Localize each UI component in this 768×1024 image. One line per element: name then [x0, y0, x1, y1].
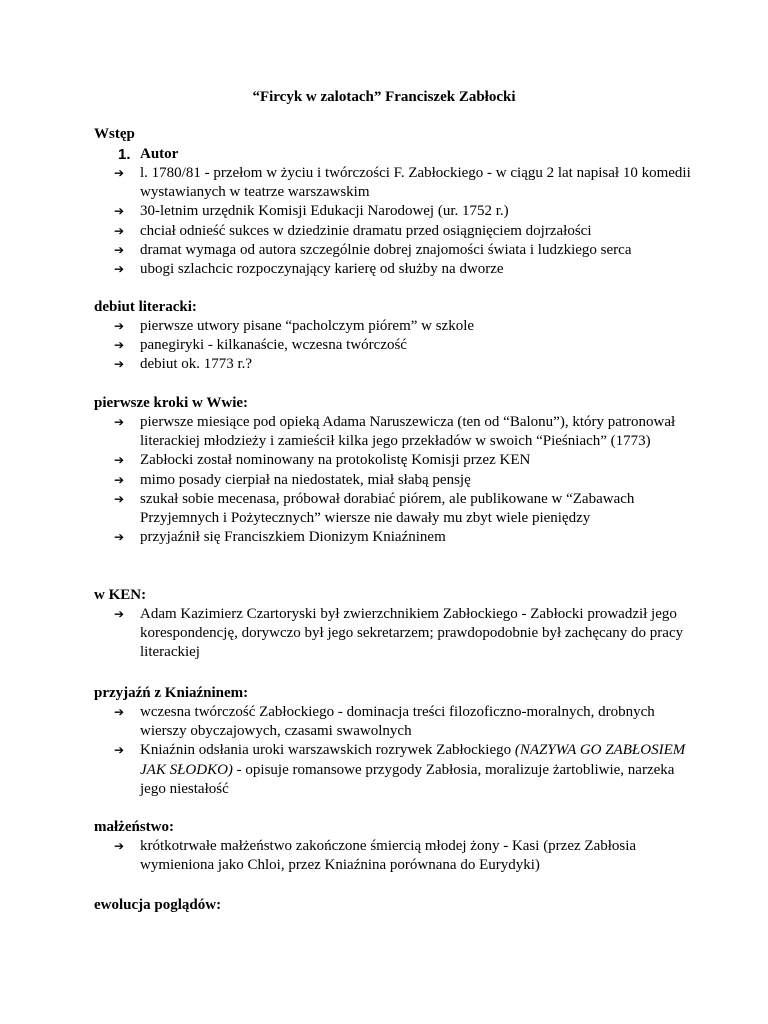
arrow-bullet-icon: ➔ [114, 262, 125, 277]
arrow-bullet-icon: ➔ [114, 705, 125, 719]
list-item: ➔ Adam Kazimierz Czartoryski był zwierzchnikiem Zabłockiego - Zabłocki prowadził jego korespondencję, dorywczo był jego sekretarzem; prawdopodobnie był zachęcany do pracy literackiej [114, 606, 684, 661]
bullet-list-ken [94, 605, 694, 663]
list-item: ➔ szukał sobie mecenasa, próbował dorabiać piórem, ale publikowane w “Zabawach Przyjemnych i Pożytecznych” wiersze nie dawały mu zbyt wiele pieniędzy [114, 490, 635, 527]
list-item: ➔ pierwsze miesiące pod opieką Adama Naruszewicza (ten od “Balonu”), który patronował literackiej młodzieży i zamieścił kilka jego przekładów w swoich “Pieśniach” (1773) [114, 414, 676, 450]
arrow-bullet-icon: ➔ [114, 453, 125, 468]
section-ewolucja [94, 896, 694, 915]
arrow-bullet-icon: ➔ [114, 491, 125, 506]
section-wstep [94, 125, 694, 279]
section-heading-pierwsze-kroki: pierwsze kroki w Wwie: [94, 395, 249, 411]
list-item: ➔ l. 1780/81 - przełom w życiu i twórczości F. Zabłockiego - w ciągu 2 lat napisał 10 komedii wystawianych w teatrze warszawskim [114, 165, 691, 201]
arrow-bullet-icon: ➔ [114, 607, 125, 621]
section-heading-przyjazn: przyjaźń z Kniaźninem: [94, 685, 249, 701]
bullet-list-pierwsze-kroki [94, 413, 694, 547]
section-heading-wstep: Wstęp [94, 126, 135, 142]
list-item: ➔ chciał odnieść sukces w dziedzinie dramatu przed osiągnięciem dojrzałości [94, 222, 694, 241]
list-item: ➔ Kniaźnin odsłania uroki warszawskich rozrywek Zabłockiego (NAZYWA GO ZABŁOSIEM JAK SŁODKO) - opisuje romansowe przygody Zabłosia, moralizuje żartobliwie, narzeka jego niestałość [114, 742, 686, 797]
list-item: ➔ pierwsze utwory pisane “pacholczym piórem” w szkole [94, 317, 694, 336]
arrow-bullet-icon: ➔ [114, 319, 125, 333]
list-item: ➔ krótkotrwałe małżeństwo zakończone śmiercią młodej żony - Kasi (przez Zabłosia wymieniona jako Chloi, przez Kniaźnina porównana do Eurydyki) [114, 838, 637, 874]
list-item: ➔ panegiryki - kilkanaście, wczesna twórczość [94, 336, 694, 355]
arrow-bullet-icon: ➔ [114, 204, 125, 219]
list-item: ➔ przyjaźnił się Franciszkiem Dionizym Kniaźninem [94, 528, 694, 547]
arrow-bullet-icon: ➔ [114, 415, 125, 429]
arrow-bullet-icon: ➔ [114, 357, 125, 372]
list-item: ➔ debiut ok. 1773 r.? [94, 355, 694, 374]
arrow-bullet-icon: ➔ [114, 223, 125, 238]
arrow-bullet-icon: ➔ [114, 743, 125, 758]
bullet-list-malzenstwo [94, 837, 694, 875]
subsection-heading-autor [94, 145, 694, 164]
list-item: ➔ ubogi szlachcic rozpoczynający karierę od służby na dworze [94, 260, 694, 279]
list-item: ➔ dramat wymaga od autora szczególnie dobrej znajomości świata i ludzkiego serca [94, 241, 694, 260]
list-item: ➔ Zabłocki został nominowany na protokolistę Komisji przez KEN [94, 451, 694, 470]
section-ken [94, 586, 694, 663]
list-item: ➔ 30-letnim urzędnik Komisji Edukacji Narodowej (ur. 1752 r.) [94, 202, 694, 221]
arrow-bullet-icon: ➔ [114, 530, 125, 545]
document-title: “Fircyk w zalotach” Franciszek Zabłocki [252, 89, 516, 105]
arrow-bullet-icon: ➔ [114, 839, 125, 853]
section-heading-debiut: debiut literacki: [94, 299, 197, 315]
subsection-number: 1. [118, 146, 131, 163]
bullet-list-wstep [94, 164, 694, 279]
list-item: ➔ wczesna twórczość Zabłockiego - dominacja treści filozoficzno-moralnych, drobnych wierszy obyczajowych, czasami swawolnych [114, 704, 655, 740]
section-debiut [94, 298, 694, 375]
section-heading-malzenstwo: małżeństwo: [94, 819, 174, 835]
bullet-list-debiut [94, 317, 694, 375]
arrow-bullet-icon: ➔ [114, 338, 125, 353]
section-pierwsze-kroki [94, 394, 694, 547]
arrow-bullet-icon: ➔ [114, 242, 125, 257]
arrow-bullet-icon: ➔ [114, 472, 125, 487]
section-heading-ken: w KEN: [94, 587, 147, 603]
section-przyjazn [94, 684, 694, 799]
subsection-label: Autor [140, 146, 179, 162]
arrow-bullet-icon: ➔ [114, 166, 125, 180]
section-malzenstwo [94, 818, 694, 875]
bullet-list-przyjazn [94, 703, 694, 799]
list-item: ➔ mimo posady cierpiał na niedostatek, miał słabą pensję [94, 471, 694, 490]
section-heading-ewolucja: ewolucja poglądów: [94, 897, 222, 913]
